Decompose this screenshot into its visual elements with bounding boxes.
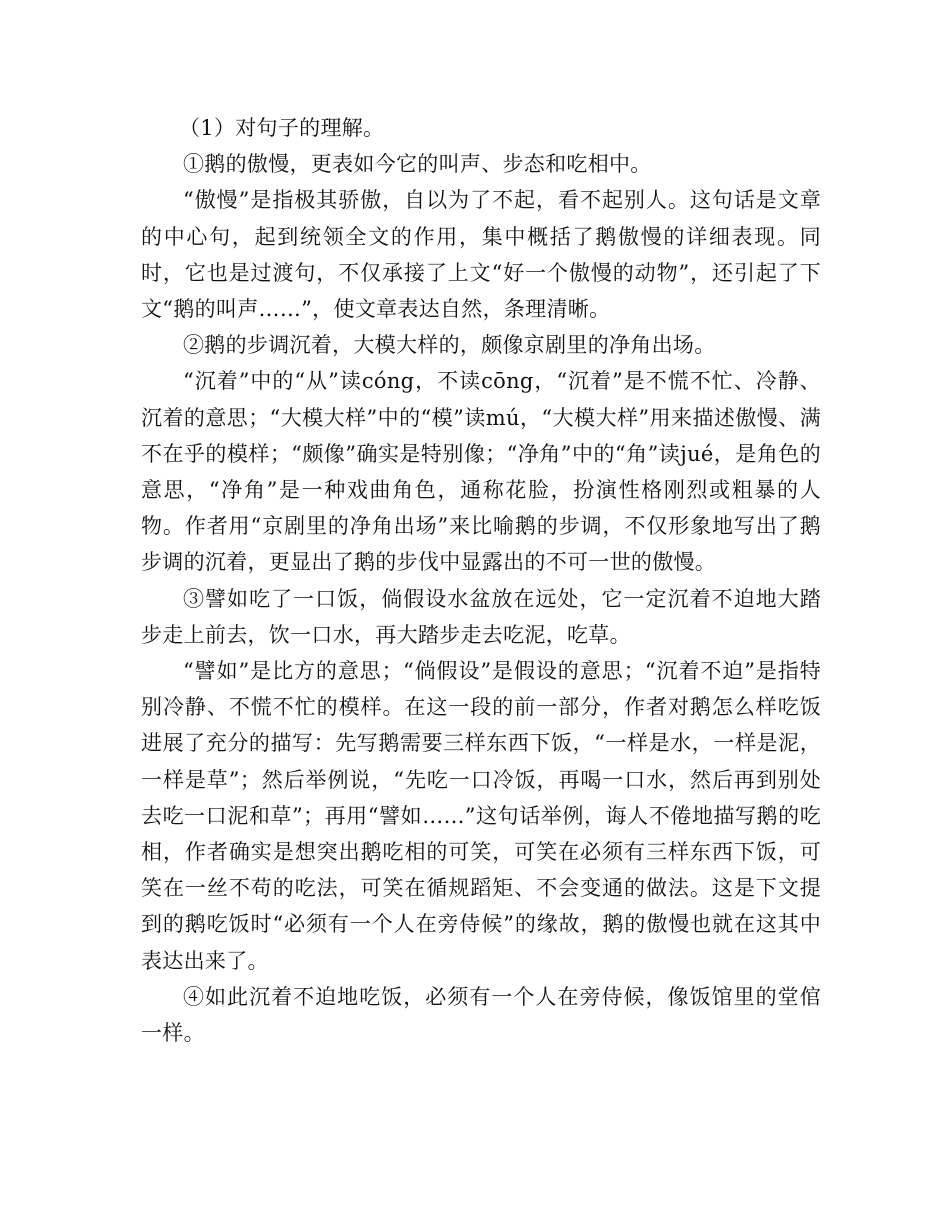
explanation-paragraph-2: “沉着”中的“从”读cóng，不读cōng，“沉着”是不慌不忙、冷静、沉着的意思；“大模大样”中的“模”读mú，“大模大样”用来描述傲慢、满不在乎的模样；“颇像”确实是特别像；“净角”中的“角”读jué，是角色的意思，“净角”是一种戏曲角色，通称花脸，扮演性格刚烈或粗暴的人物。作者用“京剧里的净角出场”来比喻鹅的步调，不仅形象地写出了鹅步调的沉着，更显出了鹅的步伐中显露出的不可一世的傲慢。 [141,369,821,575]
quoted-sentence-4: ④如此沉着不迫地吃饭，必须有一个人在旁侍候，像饭馆里的堂倌一样。 [141,984,821,1046]
section-heading: （1）对句子的理解。 [179,116,385,140]
quoted-sentence-3: ③譬如吃了一口饭，倘假设水盆放在远处，它一定沉着不迫地大踏步走上前去，饮一口水，再大踏步走去吃泥，吃草。 [141,586,821,647]
explanation-paragraph-1: “傲慢”是指极其骄傲，自以为了不起，看不起别人。这句话是文章的中心句，起到统领全文的作用，集中概括了鹅傲慢的详细表现。同时，它也是过渡句，不仅承接了上文“好一个傲慢的动物”，还引起了下文“鹅的叫声……”，使文章表达自然，条理清晰。 [141,188,821,322]
explanation-paragraph-3: “譬如”是比方的意思；“倘假设”是假设的意思；“沉着不迫”是指特别冷静、不慌不忙的模样。在这一段的前一部分，作者对鹅怎么样吃饭进展了充分的描写：先写鹅需要三样东西下饭，“一样是水，一样是泥，一样是草”；然后举例说，“先吃一口冷饭，再喝一口水，然后再到别处去吃一口泥和草”；再用“譬如……”这句话举例，诲人不倦地描写鹅的吃相，作者确实是想突出鹅吃相的可笑，可笑在必须有三样东西下饭，可笑在一丝不苟的吃法，可笑在循规蹈矩、不会变通的做法。这是下文提到的鹅吃饭时“必须有一个人在旁侍候”的缘故，鹅的傲慢也就在这其中表达出来了。 [141,659,821,973]
document-body [141,110,821,1051]
quoted-sentence-2: ②鹅的步调沉着，大模大样的，颇像京剧里的净角出场。 [183,333,716,358]
quoted-sentence-1: ①鹅的傲慢，更表如今它的叫声、步态和吃相中。 [183,152,652,177]
